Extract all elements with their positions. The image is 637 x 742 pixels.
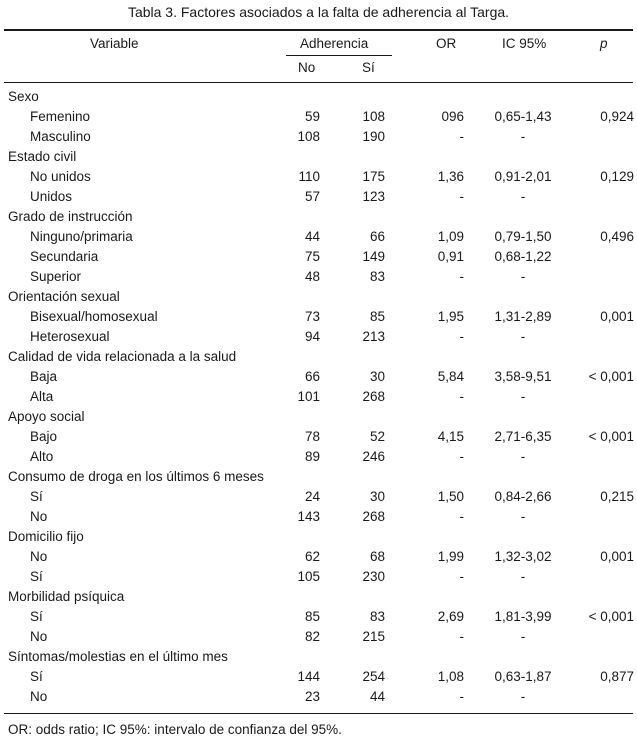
group-label: Domicilio fijo <box>8 529 84 544</box>
cell-or: 1,09 <box>437 229 464 244</box>
cell-adherencia-si: 123 <box>362 189 385 204</box>
cell-adherencia-si: 68 <box>369 549 385 564</box>
cell-ic95: 1,81-3,99 <box>494 609 552 624</box>
cell-ic95: 0,91-2,01 <box>494 169 552 184</box>
cell-or: - <box>459 389 464 404</box>
cell-ic95: 0,68-1,22 <box>494 249 552 264</box>
cell-p-value: 0,496 <box>600 229 634 244</box>
header-ic: IC 95% <box>502 36 547 51</box>
cell-adherencia-si: 246 <box>362 449 385 464</box>
cell-adherencia-si: 30 <box>369 489 385 504</box>
row-label: Superior <box>30 269 82 284</box>
cell-or: - <box>459 449 464 464</box>
cell-or: 5,84 <box>437 369 464 384</box>
cell-adherencia-no: 75 <box>304 249 320 264</box>
cell-p-value: 0,215 <box>600 489 634 504</box>
row-label: Baja <box>30 369 58 384</box>
cell-or: 1,36 <box>437 169 464 184</box>
row-label: Sí <box>30 609 43 624</box>
cell-ic95: - <box>520 449 526 464</box>
cell-adherencia-si: 268 <box>362 509 385 524</box>
cell-adherencia-no: 57 <box>304 189 320 204</box>
group-label: Calidad de vida relacionada a la salud <box>8 349 237 364</box>
group-label: Apoyo social <box>8 409 85 424</box>
cell-ic95: 1,32-3,02 <box>494 549 552 564</box>
cell-ic95: - <box>520 129 526 144</box>
cell-adherencia-si: 108 <box>362 109 385 124</box>
cell-adherencia-no: 59 <box>304 109 320 124</box>
group-label: Síntomas/molestias en el último mes <box>8 649 228 664</box>
cell-ic95: - <box>520 329 526 344</box>
header-p: p <box>600 36 608 51</box>
header-bottom-rule <box>4 82 633 83</box>
cell-adherencia-no: 62 <box>304 549 320 564</box>
cell-or: 1,08 <box>437 669 464 684</box>
cell-ic95: - <box>520 509 526 524</box>
cell-ic95: - <box>520 389 526 404</box>
row-label: Sí <box>30 489 43 504</box>
table-bottom-rule <box>4 713 633 714</box>
cell-p-value <box>580 327 634 347</box>
cell-ic95: - <box>520 629 526 644</box>
header-adherencia: Adherencia <box>300 36 369 51</box>
cell-ic95: - <box>520 689 526 704</box>
cell-ic95: 2,71-6,35 <box>494 429 552 444</box>
cell-adherencia-si: 30 <box>369 369 385 384</box>
cell-p-value: < 0,001 <box>588 369 634 384</box>
row-label: No <box>30 509 48 524</box>
cell-or: 096 <box>441 109 464 124</box>
cell-adherencia-no: 82 <box>304 629 320 644</box>
cell-p-value: 0,001 <box>600 309 634 324</box>
cell-p-value <box>580 127 634 147</box>
cell-adherencia-no: 66 <box>304 369 320 384</box>
cell-adherencia-si: 44 <box>369 689 385 704</box>
cell-or: 4,15 <box>437 429 464 444</box>
cell-adherencia-si: 230 <box>362 569 385 584</box>
row-label: No unidos <box>30 169 91 184</box>
cell-adherencia-no: 24 <box>304 489 320 504</box>
adherencia-underline <box>286 55 392 56</box>
row-label: Femenino <box>30 109 91 124</box>
cell-or: 2,69 <box>437 609 464 624</box>
cell-adherencia-si: 83 <box>369 609 385 624</box>
group-label: Sexo <box>8 89 39 104</box>
cell-adherencia-no: 73 <box>304 309 320 324</box>
row-label: Alto <box>30 449 54 464</box>
cell-ic95: - <box>520 569 526 584</box>
header-or: OR <box>436 36 457 51</box>
cell-adherencia-si: 190 <box>362 129 385 144</box>
row-label: Heterosexual <box>30 329 110 344</box>
cell-adherencia-si: 85 <box>369 309 385 324</box>
cell-adherencia-si: 268 <box>362 389 385 404</box>
cell-p-value: < 0,001 <box>588 609 634 624</box>
row-label: No <box>30 689 48 704</box>
cell-p-value: 0,924 <box>600 109 634 124</box>
cell-ic95: 1,31-2,89 <box>494 309 552 324</box>
cell-or: 1,50 <box>437 489 464 504</box>
cell-adherencia-no: 44 <box>304 229 320 244</box>
group-label: Consumo de droga en los últimos 6 meses <box>8 469 264 484</box>
cell-adherencia-no: 23 <box>304 689 320 704</box>
cell-adherencia-no: 105 <box>297 569 320 584</box>
row-label: Sí <box>30 569 43 584</box>
cell-adherencia-si: 83 <box>369 269 385 284</box>
cell-adherencia-no: 89 <box>304 449 320 464</box>
row-label: Secundaria <box>30 249 99 264</box>
row-label: No <box>30 549 48 564</box>
cell-p-value: < 0,001 <box>588 429 634 444</box>
cell-adherencia-no: 48 <box>304 269 320 284</box>
cell-or: - <box>459 129 464 144</box>
cell-ic95: 0,65-1,43 <box>494 109 552 124</box>
cell-p-value <box>580 687 634 707</box>
cell-p-value <box>580 627 634 647</box>
cell-or: - <box>459 269 464 284</box>
row-label: Ninguno/primaria <box>30 229 133 244</box>
table-top-rule <box>4 29 633 31</box>
cell-adherencia-no: 94 <box>304 329 320 344</box>
cell-p-value <box>580 187 634 207</box>
table-footnote: OR: odds ratio; IC 95%: intervalo de confianza del 95%. <box>8 722 342 737</box>
cell-or: - <box>459 329 464 344</box>
header-si: Sí <box>362 60 375 75</box>
cell-adherencia-si: 52 <box>369 429 385 444</box>
cell-p-value: 0,001 <box>600 549 634 564</box>
row-label: Unidos <box>30 189 73 204</box>
cell-adherencia-no: 110 <box>298 169 320 184</box>
cell-or: - <box>459 569 464 584</box>
cell-p-value <box>580 567 634 587</box>
cell-ic95: 0,63-1,87 <box>494 669 552 684</box>
group-label: Orientación sexual <box>8 289 120 304</box>
cell-adherencia-si: 213 <box>362 329 385 344</box>
group-label: Estado civil <box>8 149 77 164</box>
cell-p-value: 0,129 <box>600 169 634 184</box>
row-label: Bisexual/homosexual <box>30 309 158 324</box>
group-label: Morbilidad psíquica <box>8 589 125 604</box>
cell-adherencia-no: 108 <box>297 129 320 144</box>
cell-or: - <box>459 689 464 704</box>
header-no: No <box>298 60 316 75</box>
cell-or: 1,95 <box>437 309 464 324</box>
cell-ic95: 3,58-9,51 <box>494 369 552 384</box>
cell-or: - <box>459 509 464 524</box>
cell-p-value <box>580 447 634 467</box>
group-label: Grado de instrucción <box>8 209 133 224</box>
row-label: Masculino <box>30 129 91 144</box>
row-label: Bajo <box>30 429 58 444</box>
cell-p-value <box>580 247 634 267</box>
cell-p-value <box>580 507 634 527</box>
cell-p-value: 0,877 <box>600 669 634 684</box>
row-label: No <box>30 629 48 644</box>
cell-adherencia-si: 215 <box>362 629 385 644</box>
cell-or: 1,99 <box>437 549 464 564</box>
cell-p-value <box>580 267 634 287</box>
cell-adherencia-no: 85 <box>304 609 320 624</box>
cell-p-value <box>580 387 634 407</box>
cell-or: - <box>459 189 464 204</box>
cell-or: 0,91 <box>437 249 464 264</box>
row-label: Alta <box>30 389 54 404</box>
cell-adherencia-no: 78 <box>304 429 320 444</box>
cell-adherencia-no: 144 <box>297 669 320 684</box>
cell-ic95: - <box>520 269 526 284</box>
table-title: Tabla 3. Factores asociados a la falta de adherencia al Targa. <box>127 4 510 20</box>
row-label: Sí <box>30 669 43 684</box>
cell-adherencia-si: 254 <box>362 669 385 684</box>
header-variable: Variable <box>90 36 139 51</box>
cell-adherencia-si: 175 <box>362 169 385 184</box>
cell-ic95: 0,84-2,66 <box>494 489 552 504</box>
cell-or: - <box>459 629 464 644</box>
cell-ic95: 0,79-1,50 <box>494 229 552 244</box>
cell-adherencia-no: 101 <box>297 389 320 404</box>
cell-adherencia-si: 149 <box>362 249 385 264</box>
cell-ic95: - <box>520 189 526 204</box>
cell-adherencia-si: 66 <box>369 229 385 244</box>
cell-adherencia-no: 143 <box>297 509 320 524</box>
